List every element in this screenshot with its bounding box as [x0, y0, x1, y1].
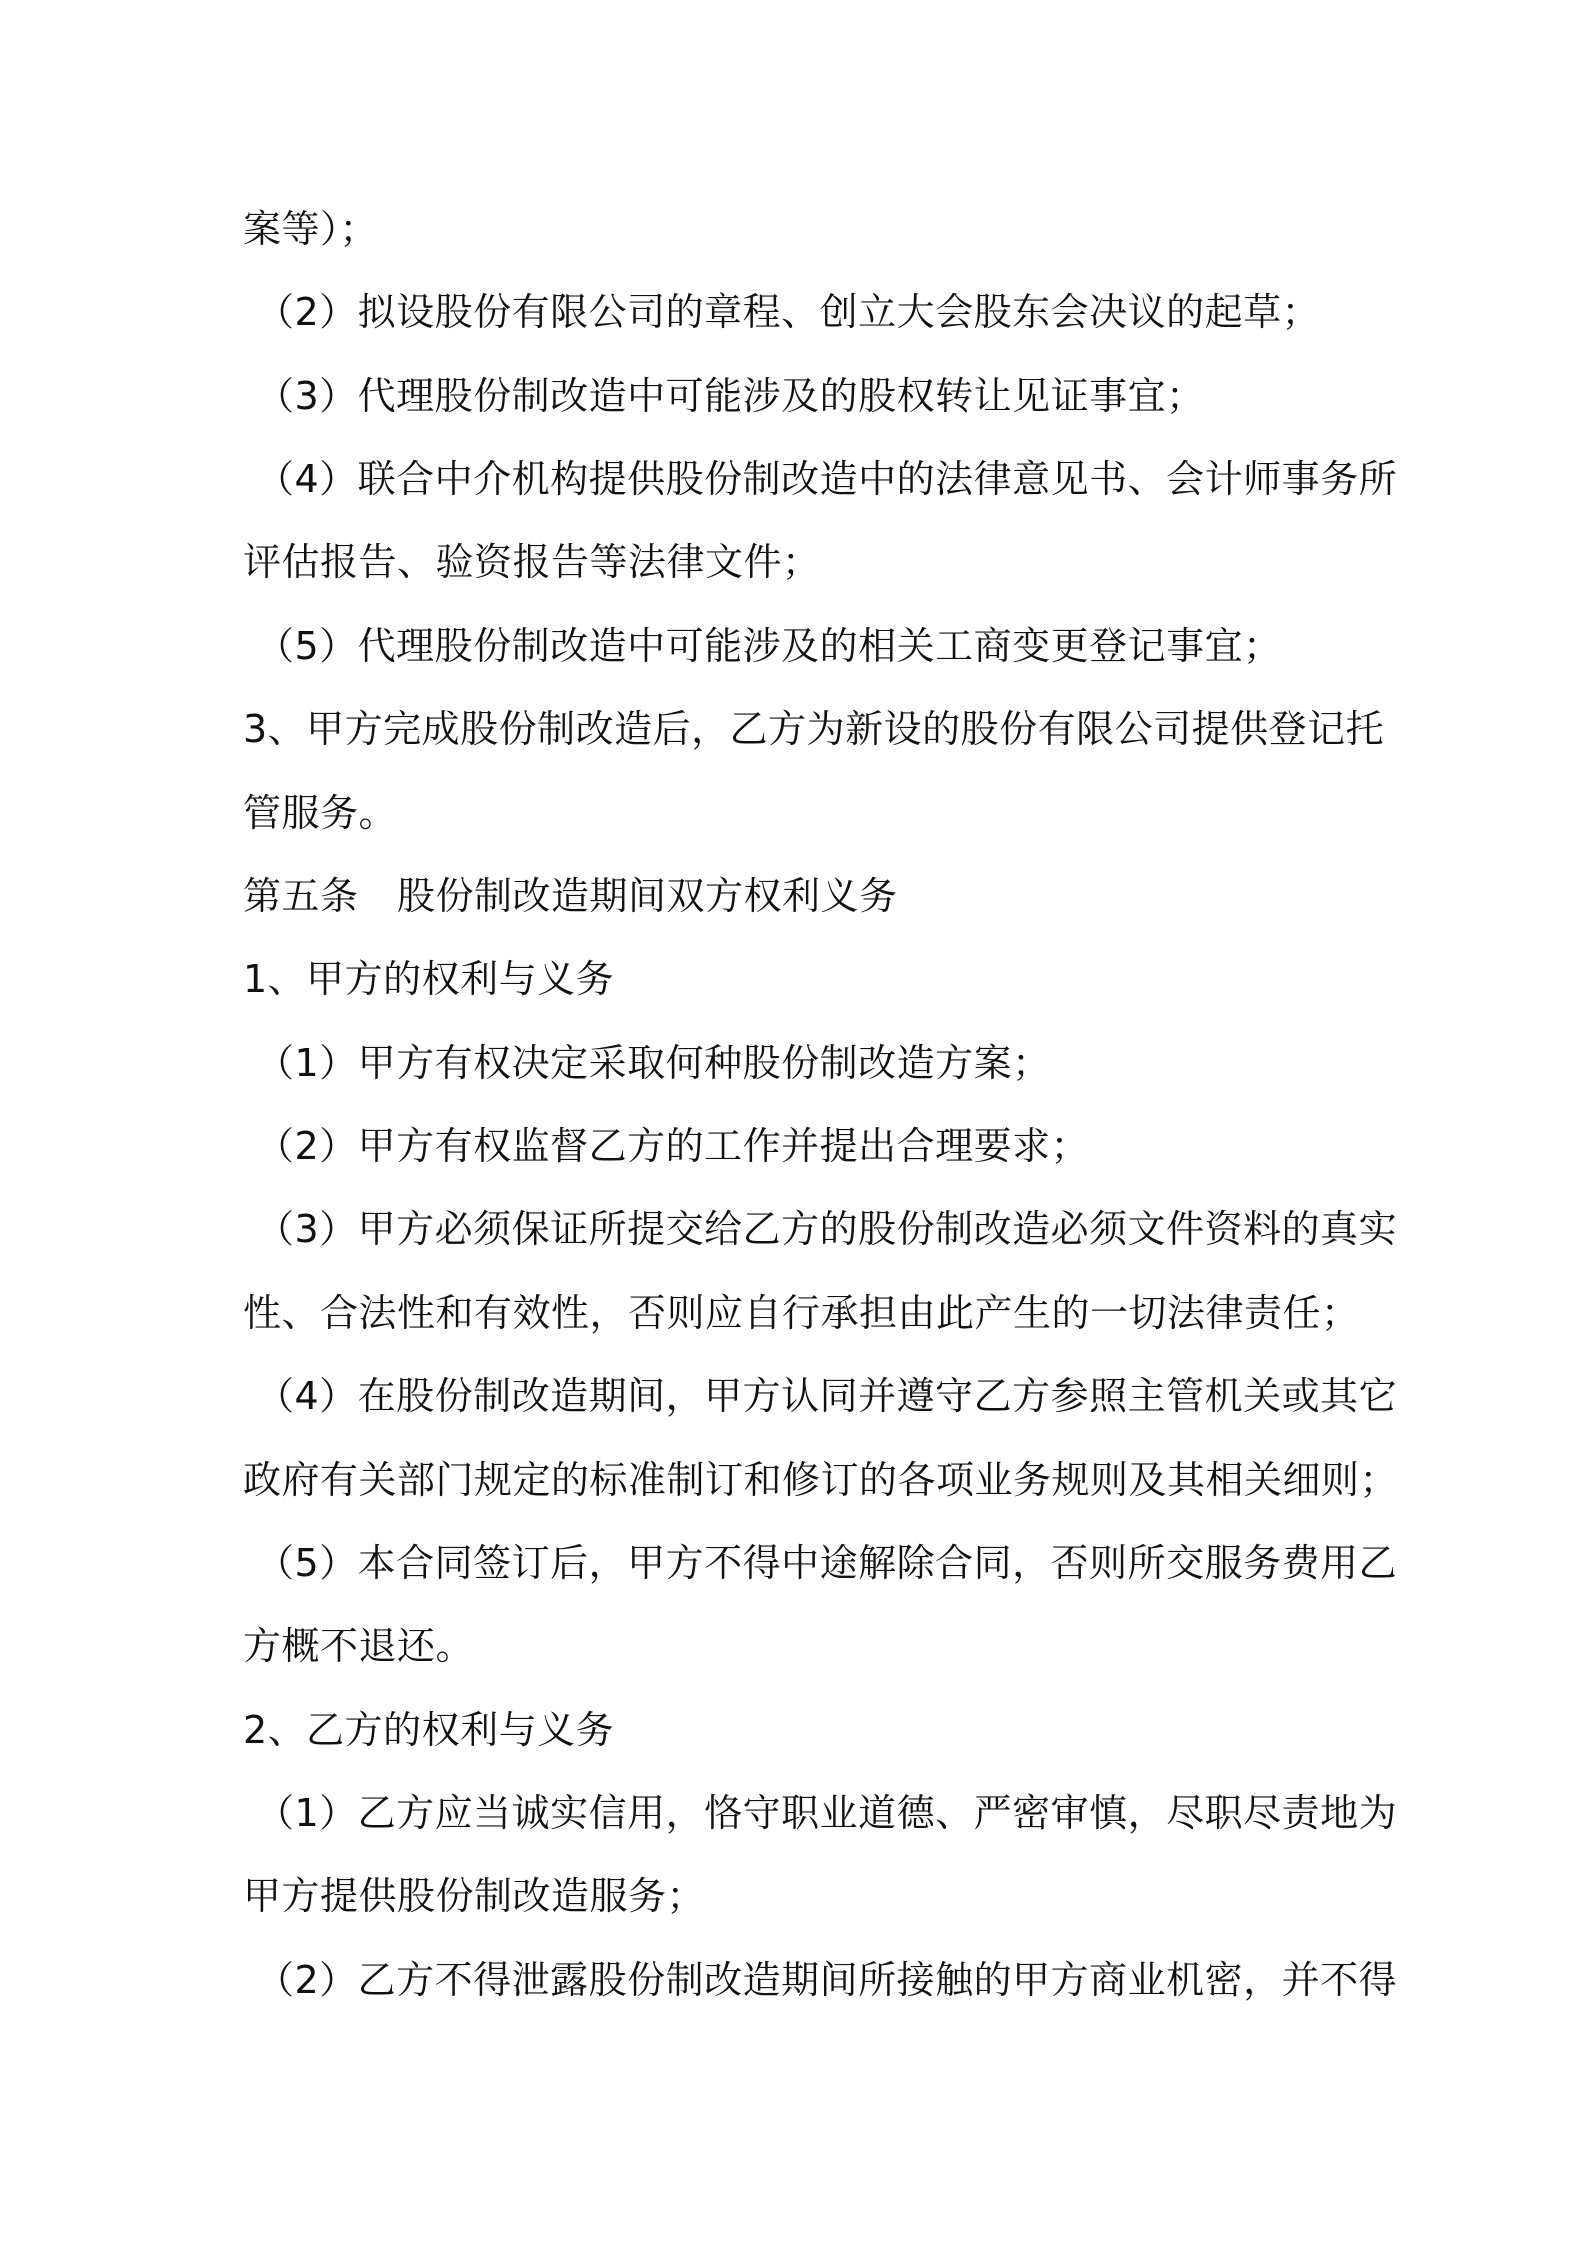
text-line-a-item-3-continuation: 性、合法性和有效性，否则应自行承担由此产生的一切法律责任； — [243, 1291, 1360, 1335]
text-line-a-item-5-continuation: 方概不退还。 — [243, 1624, 475, 1668]
text-line-clause-3-continuation: 管服务。 — [243, 791, 398, 835]
text-line-case-continuation: 案等）； — [243, 207, 379, 251]
text-line-b-item-2: （2）乙方不得泄露股份制改造期间所接触的甲方商业机密，并不得 — [256, 1958, 1398, 2002]
section-heading-article-5: 第五条 股份制改造期间双方权利义务 — [243, 874, 898, 918]
text-line-a-item-4-continuation: 政府有关部门规定的标准制订和修订的各项业务规则及其相关细则； — [243, 1458, 1399, 1502]
text-line-a-item-4: （4）在股份制改造期间，甲方认同并遵守乙方参照主管机关或其它 — [256, 1374, 1398, 1418]
text-line-item-4-continuation: 评估报告、验资报告等法律文件； — [243, 540, 821, 584]
text-line-a-item-2: （2）甲方有权监督乙方的工作并提出合理要求； — [256, 1124, 1090, 1168]
text-line-a-item-5: （5）本合同签订后，甲方不得中途解除合同，否则所交服务费用乙 — [256, 1541, 1398, 1585]
text-line-item-4-legal-opinion: （4）联合中介机构提供股份制改造中的法律意见书、会计师事务所 — [256, 457, 1398, 501]
text-line-a-item-1: （1）甲方有权决定采取何种股份制改造方案； — [256, 1041, 1051, 1085]
text-line-a-item-3: （3）甲方必须保证所提交给乙方的股份制改造必须文件资料的真实 — [256, 1207, 1398, 1251]
subsection-heading-party-a: 1、甲方的权利与义务 — [243, 957, 615, 1001]
text-line-b-item-1-continuation: 甲方提供股份制改造服务； — [243, 1874, 706, 1918]
text-line-item-2-articles: （2）拟设股份有限公司的章程、创立大会股东会决议的起草； — [256, 290, 1321, 334]
subsection-heading-party-b: 2、乙方的权利与义务 — [243, 1708, 615, 1752]
text-line-item-5-registration: （5）代理股份制改造中可能涉及的相关工商变更登记事宜； — [256, 624, 1282, 668]
text-line-clause-3: 3、甲方完成股份制改造后，乙方为新设的股份有限公司提供登记托 — [243, 707, 1385, 751]
text-line-b-item-1: （1）乙方应当诚实信用，恪守职业道德、严密审慎，尽职尽责地为 — [256, 1791, 1398, 1835]
text-line-item-3-equity-transfer: （3）代理股份制改造中可能涉及的股权转让见证事宜； — [256, 374, 1205, 418]
